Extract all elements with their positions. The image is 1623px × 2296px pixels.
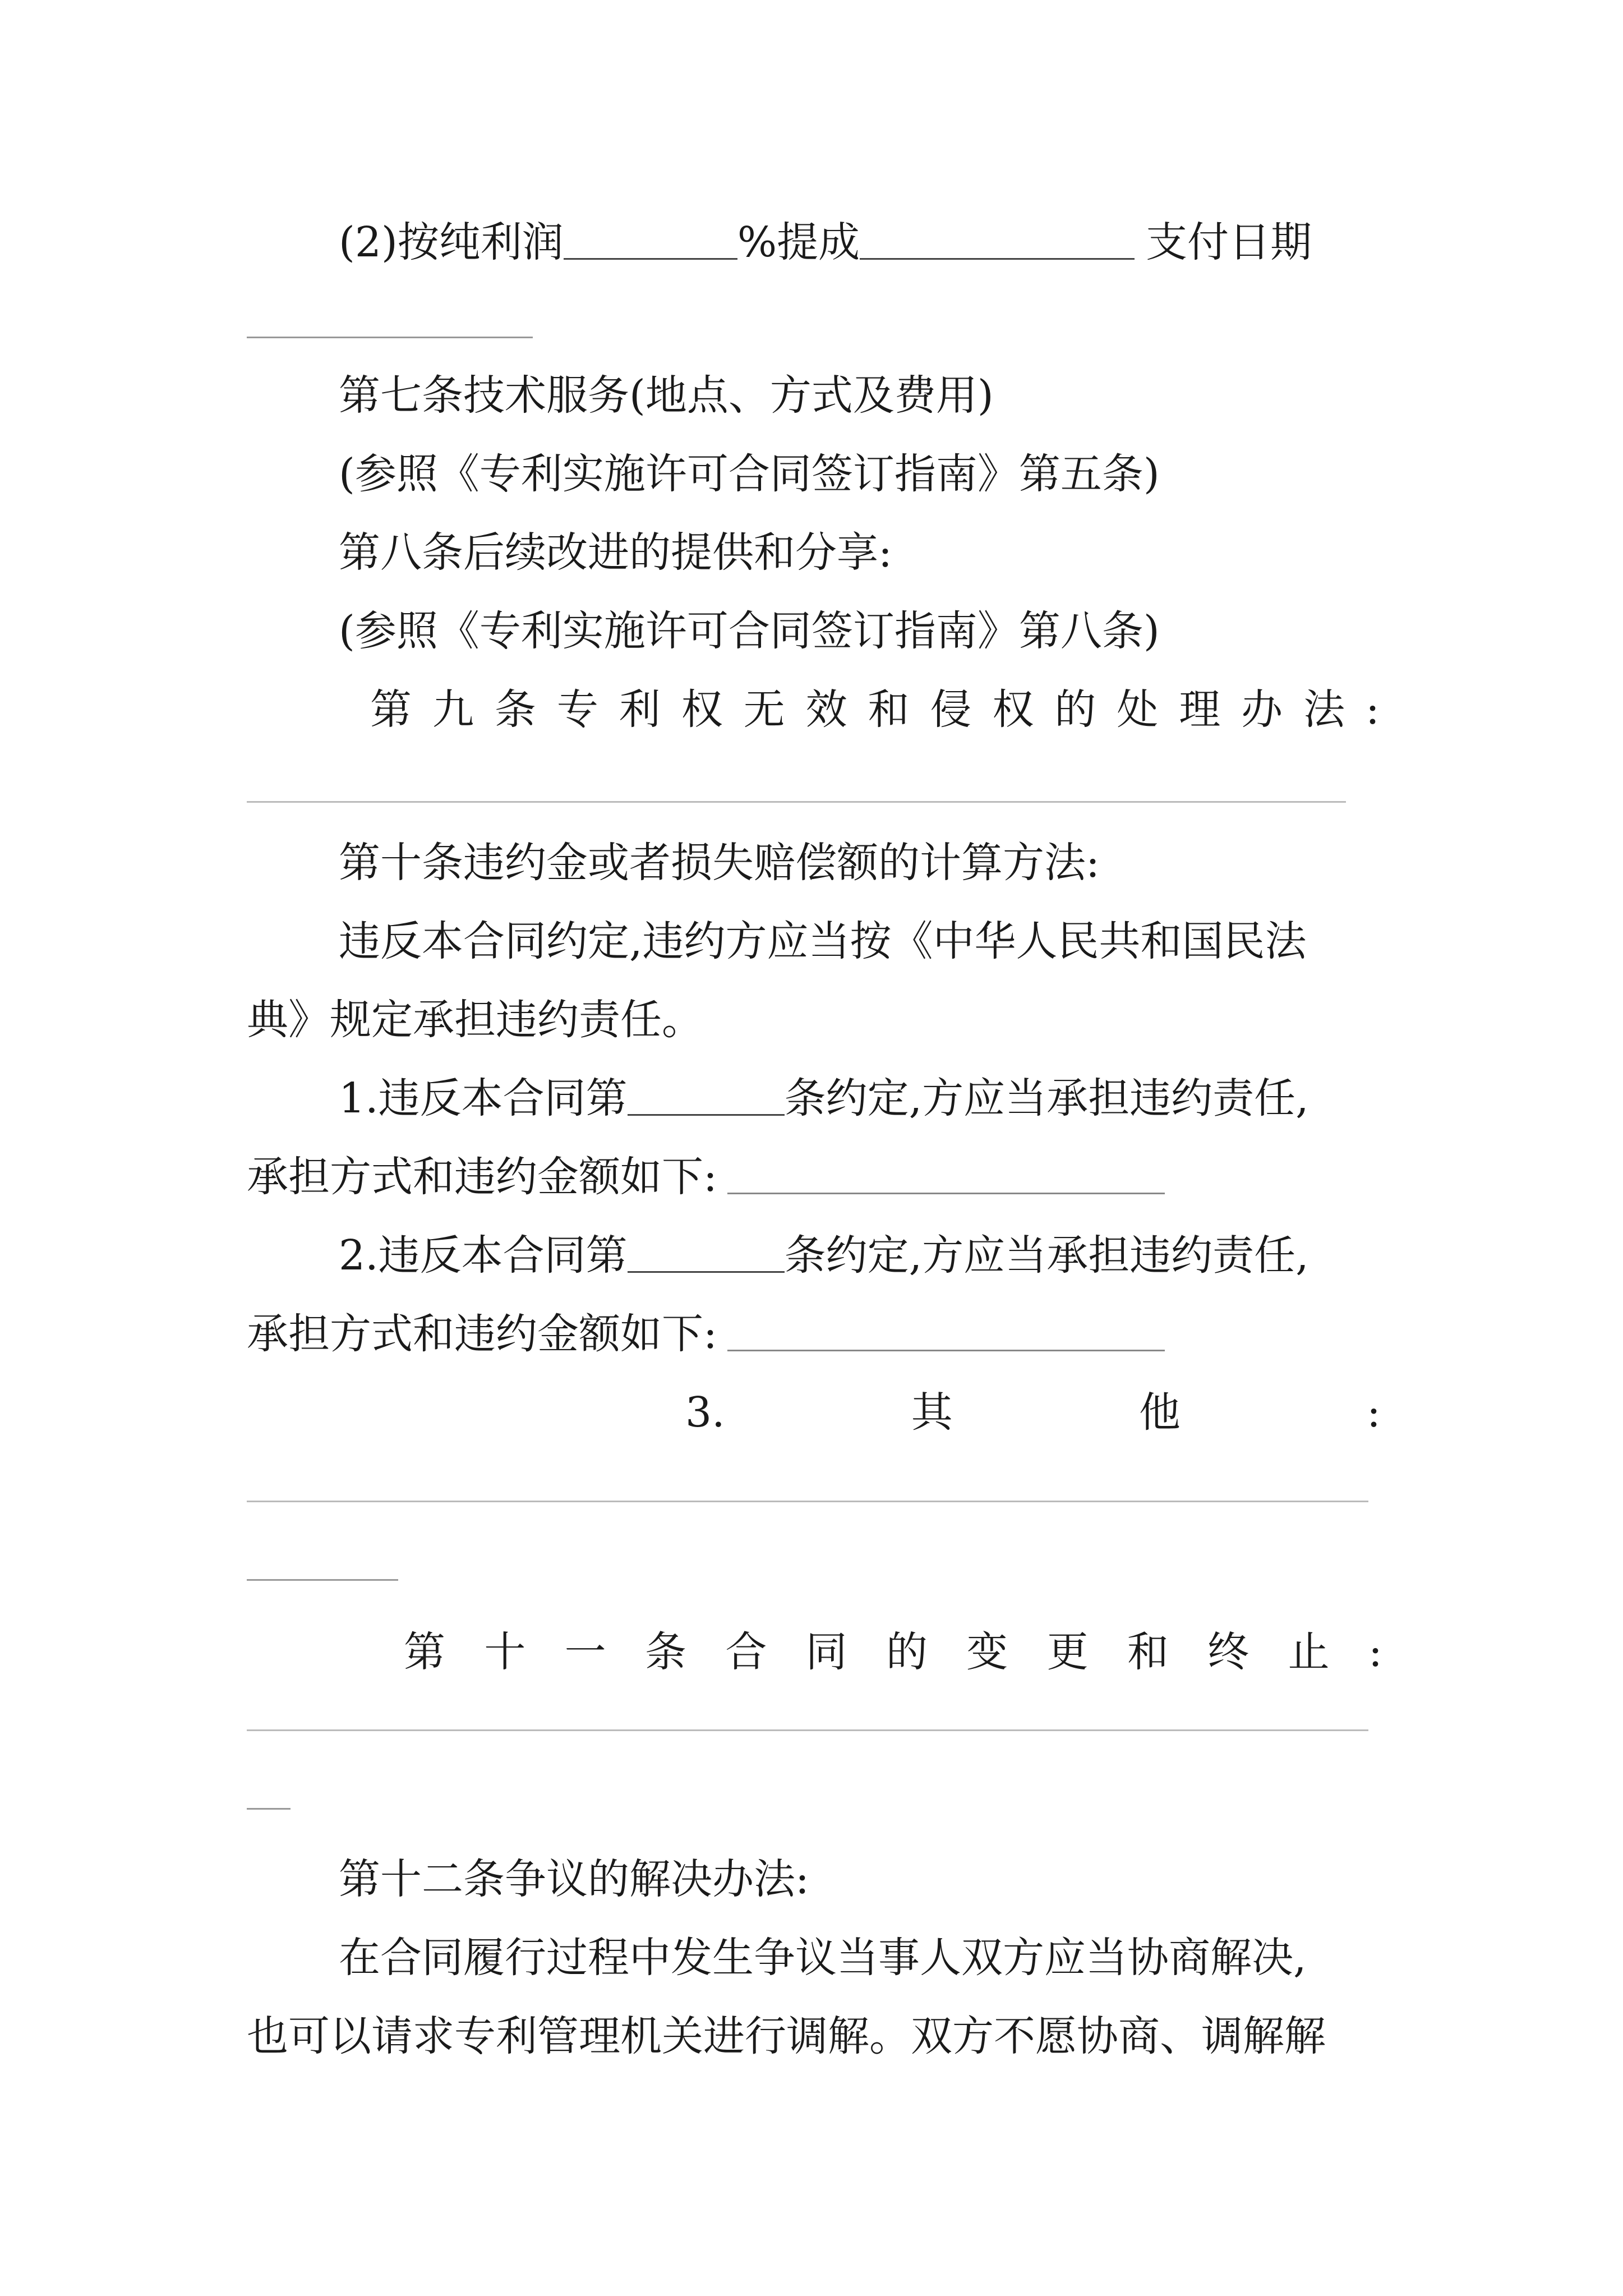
clause-9-char: 法 [1303, 685, 1345, 734]
item-3-char: : [1367, 1388, 1381, 1437]
clause-11-char: 更 [1046, 1628, 1089, 1676]
clause-11-char: : [1368, 1628, 1382, 1676]
blank-clause-9[interactable] [247, 801, 1346, 803]
item-1-text-a: 1.违反本合同第 [339, 1074, 628, 1122]
clause-10-item-3 [685, 1384, 1381, 1441]
blank-percent[interactable] [564, 214, 737, 260]
clause-10-para-1-cont: 典》规定承担违约责任。 [247, 996, 703, 1044]
item-2-liability-text: 承担方式和违约金额如下: [247, 1310, 717, 1358]
item-2-text-b: 条约定,方应当承担违约责任, [784, 1231, 1309, 1280]
clause-9-char: 专 [556, 685, 598, 734]
blank-item-2-article[interactable] [628, 1227, 785, 1273]
clause-11-char: 十 [484, 1628, 526, 1676]
clause-11-char: 第 [404, 1628, 445, 1676]
blank-item-1-liability[interactable] [727, 1149, 1165, 1194]
item-3-char: 其 [911, 1388, 953, 1437]
blank-clause-11-line-2[interactable] [247, 1808, 291, 1810]
blank-commission[interactable] [860, 214, 1135, 260]
clause-11-char: 条 [644, 1628, 686, 1676]
clause-7-reference: (参照《专利实施许可合同签订指南》第五条) [339, 450, 1160, 498]
text-payment-date: 支付日期 [1146, 218, 1312, 266]
blank-payment-date[interactable] [247, 337, 533, 338]
clause-9-char: 效 [805, 685, 847, 734]
clause-12-para-1: 在合同履行过程中发生争议当事人双方应当协商解决, [339, 1934, 1307, 1982]
item-1-text-b: 条约定,方应当承担违约责任, [784, 1074, 1309, 1122]
clause-9-char: : [1366, 685, 1380, 734]
clause-9-char: 权 [681, 685, 723, 734]
item-3-char: 3. [685, 1388, 725, 1437]
blank-clause-11-line-1[interactable] [247, 1729, 1368, 1731]
clause-11-char: 一 [564, 1628, 606, 1676]
clause-9-char: 理 [1179, 685, 1221, 734]
item-3-char: 他 [1138, 1388, 1181, 1437]
clause-11-char: 的 [886, 1628, 928, 1676]
clause-10-heading: 第十条违约金或者损失赔偿额的计算方法: [339, 839, 1100, 887]
clause-10-item-2 [339, 1227, 1391, 1283]
clause-9-char: 利 [619, 685, 661, 734]
clause-11-char: 和 [1127, 1628, 1169, 1676]
blank-item-3-line-1[interactable] [247, 1501, 1368, 1502]
clause-10-para-1: 违反本合同约定,违约方应当按《中华人民共和国民法 [339, 917, 1307, 965]
clause-9-char: 的 [1054, 685, 1096, 734]
clause-10-item-1 [339, 1070, 1391, 1126]
clause-9-char: 和 [868, 685, 910, 734]
clause-11-char: 同 [805, 1628, 847, 1676]
clause-10-item-1-cont [247, 1149, 1391, 1205]
clause-9-char: 侵 [930, 685, 972, 734]
clause-9-heading [370, 682, 1380, 738]
clause-7-heading: 第七条技术服务(地点、方式及费用) [339, 371, 994, 420]
blank-item-1-article[interactable] [628, 1070, 785, 1116]
text-net-profit: (2)按纯利润 [339, 218, 564, 266]
clause-9-char: 权 [992, 685, 1034, 734]
blank-item-3-line-2[interactable] [247, 1579, 398, 1581]
clause-8-reference: (参照《专利实施许可合同签订指南》第八条) [339, 607, 1160, 655]
clause-9-char: 办 [1241, 685, 1283, 734]
clause-11-char: 合 [725, 1628, 767, 1676]
clause-8-heading: 第八条后续改进的提供和分享: [339, 528, 892, 577]
blank-item-2-liability[interactable] [727, 1306, 1165, 1351]
clause-9-char: 处 [1117, 685, 1159, 734]
clause-11-char: 变 [966, 1628, 1008, 1676]
item-1-liability-text: 承担方式和违约金额如下: [247, 1153, 717, 1201]
clause-9-char: 无 [743, 685, 785, 734]
clause-11-char: 终 [1207, 1628, 1249, 1676]
clause-12-para-1-cont: 也可以请求专利管理机关进行调解。双方不愿协商、调解解 [247, 2012, 1326, 2060]
text-commission: %提成 [737, 218, 860, 266]
clause-9-char: 九 [432, 685, 474, 734]
clause-11-char: 止 [1288, 1628, 1330, 1676]
clause-9-char: 第 [370, 685, 412, 734]
item-2-text-a: 2.违反本合同第 [339, 1231, 628, 1280]
clause-12-heading: 第十二条争议的解决办法: [339, 1855, 809, 1903]
clause-11-heading [404, 1624, 1382, 1680]
clause-10-item-2-cont [247, 1306, 1391, 1362]
clause-9-char: 条 [494, 685, 536, 734]
clause-6-line-2 [339, 214, 1391, 270]
